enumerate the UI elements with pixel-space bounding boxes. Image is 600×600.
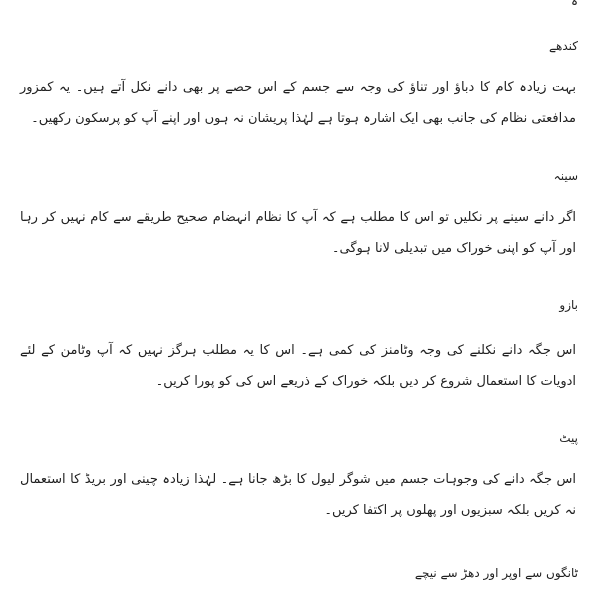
- section-heading-stomach: پیٹ: [559, 431, 578, 445]
- section-paragraph-chest: اگر دانے سینے پر نکلیں تو اس کا مطلب ہے کہ آپ کا نظام انہضام صحیح طریقے سے کام نہیں کر رہا اور آپ کو اپنی خوراک میں تبدیلی لانا ہوگی۔: [20, 210, 576, 256]
- section-paragraph-arms: اس جگہ دانے نکلنے کی وجہ وٹامنز کی کمی ہے۔ اس کا یہ مطلب ہرگز نہیں کہ آپ وٹامن کے لئے ادویات کا استعمال شروع کر دیں بلکہ خوراک کے ذریعے اس کی کو پورا کریں۔: [20, 343, 576, 389]
- section-heading-lower-torso: ٹانگوں سے اوپر اور دھڑ سے نیچے: [414, 566, 578, 580]
- top-text-fragment: ہ: [570, 0, 578, 8]
- section-paragraph-shoulders: بہت زیادہ کام کا دباؤ اور تناؤ کی وجہ سے جسم کے اس حصے پر بھی دانے نکل آتے ہیں۔ یہ کمزور مدافعتی نظام کی جانب بھی ایک اشارہ ہوتا ہے لہٰذا پریشان نہ ہوں اور اپنے آپ کو پرسکون رکھیں۔: [20, 80, 576, 126]
- section-paragraph-stomach: اس جگہ دانے کی وجوہات جسم میں شوگر لیول کا بڑھ جانا ہے۔ لہٰذا زیادہ چینی اور بریڈ کا استعمال نہ کریں بلکہ سبزیوں اور پھلوں پر اکتفا کریں۔: [20, 472, 576, 518]
- section-heading-shoulders: کندھے: [549, 39, 578, 53]
- section-heading-arms: بازو: [559, 298, 578, 312]
- section-heading-chest: سینہ: [553, 169, 578, 183]
